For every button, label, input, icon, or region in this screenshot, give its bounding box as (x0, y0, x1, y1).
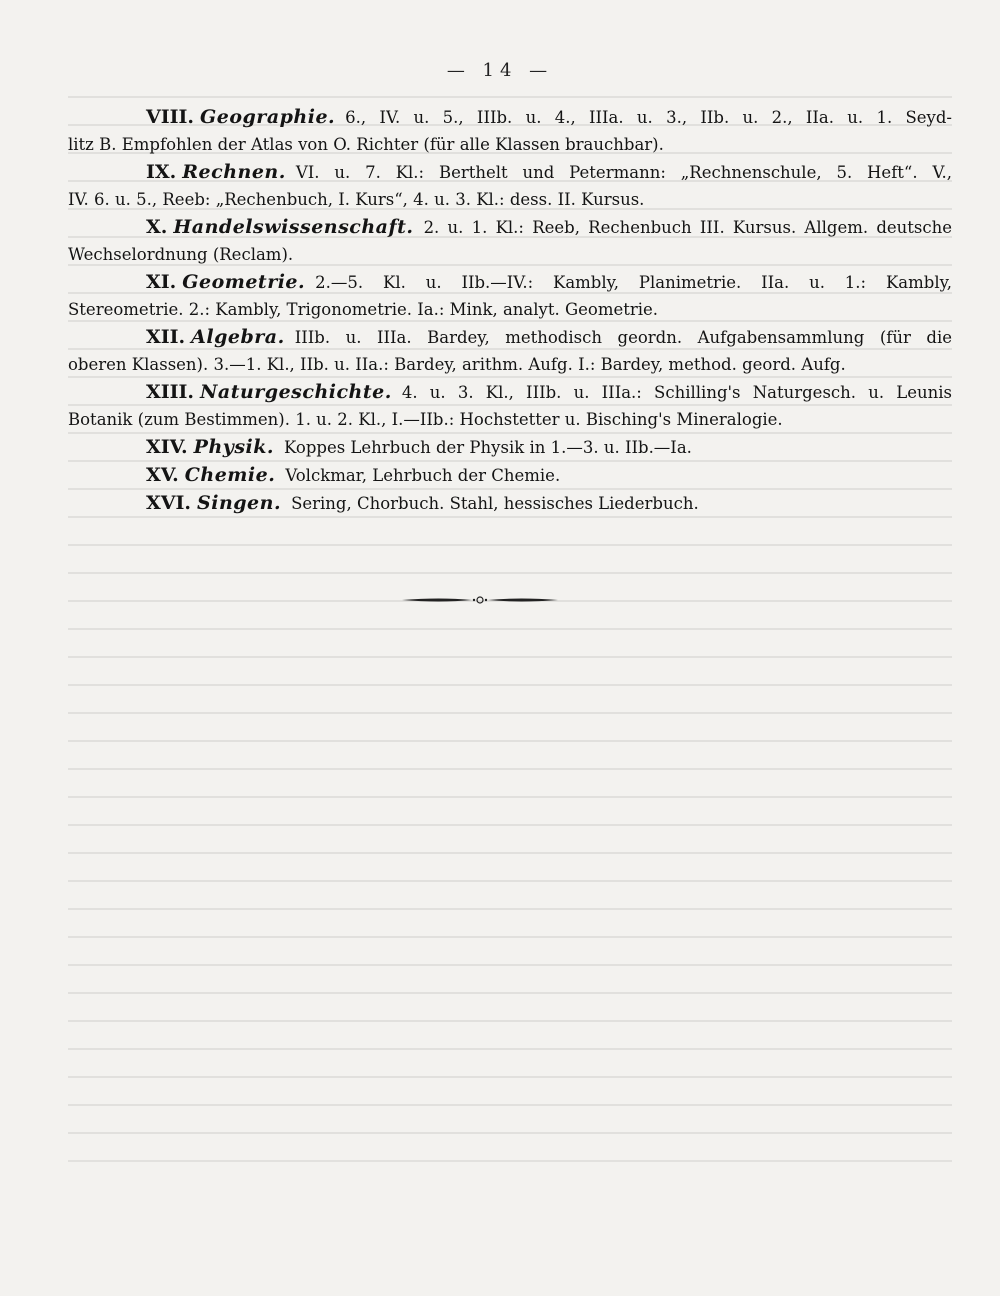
entry-text: Sering, Chorbuch. Stahl, hessisches Liederbuch. (291, 494, 699, 513)
entry-subject: Handelswissenschaft. (173, 216, 414, 238)
entry-text: 4. u. 3. Kl., IIIb. u. IIIa.: Schilling's Naturgesch. u. Leunis (401, 383, 952, 402)
entry-subject: Naturgeschichte. (200, 381, 392, 403)
entry-subject: Algebra. (191, 326, 285, 348)
entry-subject: Chemie. (184, 464, 276, 486)
entry-subject: Physik. (193, 436, 275, 458)
entry-line (68, 490, 952, 517)
subject-entry (68, 269, 952, 323)
page-number: — 14 — (446, 60, 554, 81)
entry-number: IX. (146, 161, 177, 183)
entry-text: litz B. Empfohlen der Atlas von O. Richter (für alle Klassen brauchbar). (68, 135, 664, 154)
entry-line (68, 269, 952, 296)
entry-text: 6., IV. u. 5., IIIb. u. 4., IIIa. u. 3., IIb. u. 2., IIa. u. 1. Seyd- (345, 108, 952, 127)
entry-number: XIII. (146, 381, 195, 403)
entry-line (68, 186, 952, 213)
entry-text: Stereometrie. 2.: Kambly, Trigonometrie. Ia.: Mink, analyt. Geometrie. (68, 300, 659, 319)
entry-text: IV. 6. u. 5., Reeb: „Rechenbuch, I. Kurs“, 4. u. 3. Kl.: dess. II. Kursus. (68, 190, 645, 209)
entry-text: IIIb. u. IIIa. Bardey, methodisch geordn. Aufgabensammlung (für die (294, 328, 952, 347)
entry-line (68, 379, 952, 406)
entry-line (68, 214, 952, 241)
entry-text: Wechselordnung (Reclam). (68, 245, 294, 264)
entry-text: VI. u. 7. Kl.: Berthelt und Petermann: „Rechnenschule, 5. Heft“. V., (295, 163, 952, 182)
entry-number: X. (146, 216, 168, 238)
entry-text: 2. u. 1. Kl.: Reeb, Rechenbuch III. Kursus. Allgem. deutsche (423, 218, 952, 237)
entry-line (68, 406, 952, 433)
book-list (68, 104, 952, 518)
subject-entry (68, 379, 952, 433)
entry-text: Botanik (zum Bestimmen). 1. u. 2. Kl., I.—IIb.: Hochstetter u. Bisching's Mineralogie. (68, 410, 783, 429)
subject-entry (68, 214, 952, 268)
subject-entry (68, 490, 952, 517)
entry-subject: Singen. (197, 492, 282, 514)
subject-entry (68, 434, 952, 461)
subject-entry (68, 324, 952, 378)
entry-text: Koppes Lehrbuch der Physik in 1.—3. u. IIb.—Ia. (284, 438, 692, 457)
entry-line (68, 324, 952, 351)
entry-line (68, 462, 952, 489)
ornament-divider (400, 594, 560, 606)
entry-text: oberen Klassen). 3.—1. Kl., IIb. u. IIa.: Bardey, arithm. Aufg. I.: Bardey, method. geord. Aufg. (68, 355, 846, 374)
entry-line (68, 131, 952, 158)
entry-number: XI. (146, 271, 177, 293)
entry-subject: Geometrie. (182, 271, 306, 293)
entry-line (68, 351, 952, 378)
entry-line (68, 241, 952, 268)
subject-entry (68, 159, 952, 213)
entry-text: 2.—5. Kl. u. IIb.—IV.: Kambly, Planimetrie. IIa. u. 1.: Kambly, (315, 273, 952, 292)
entry-line (68, 159, 952, 186)
subject-entry (68, 462, 952, 489)
entry-subject: Rechnen. (182, 161, 286, 183)
entry-number: VIII. (146, 106, 195, 128)
entry-number: XVI. (146, 492, 191, 514)
entry-number: XV. (146, 464, 179, 486)
entry-line (68, 104, 952, 131)
entry-subject: Geographie. (200, 106, 336, 128)
entry-text: Volckmar, Lehrbuch der Chemie. (285, 466, 561, 485)
subject-entry (68, 104, 952, 158)
entry-line (68, 296, 952, 323)
entry-number: XIV. (146, 436, 188, 458)
entry-line (68, 434, 952, 461)
entry-number: XII. (146, 326, 186, 348)
